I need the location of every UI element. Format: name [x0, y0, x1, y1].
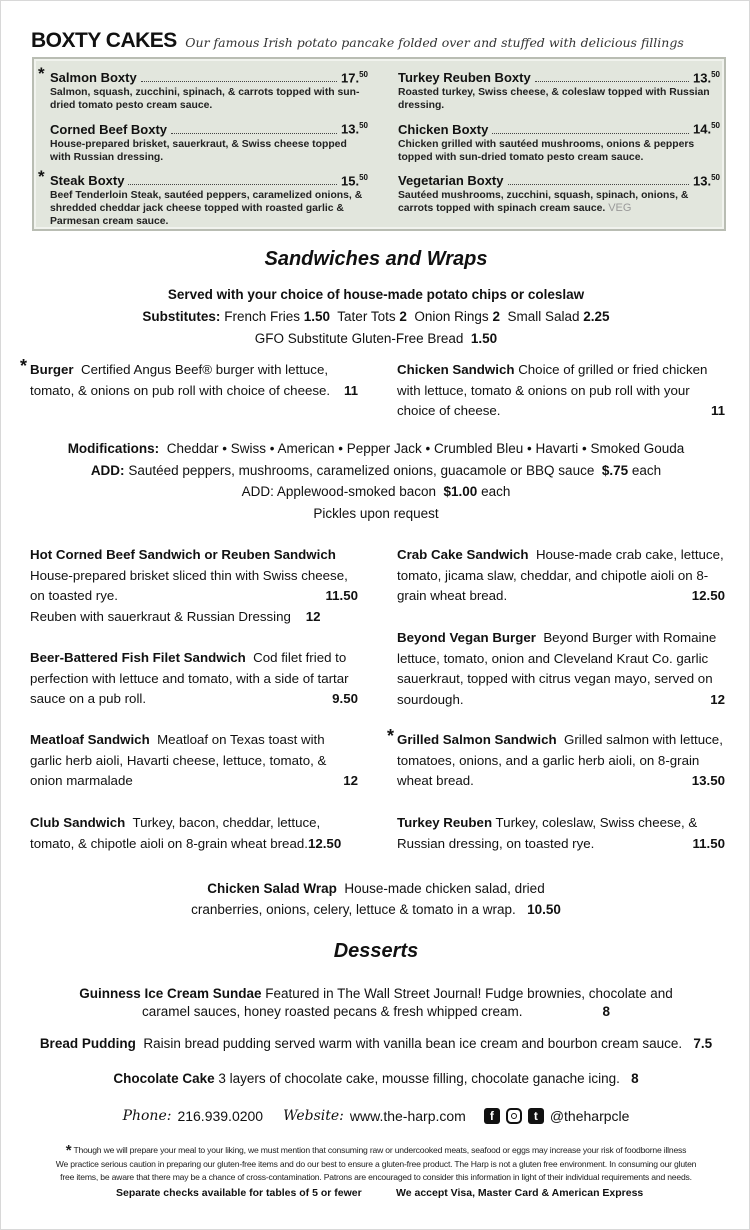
- boxty-item-description: Salmon, squash, zucchini, spinach, & carrots topped with sun-dried tomato pesto cream sauce.: [50, 87, 360, 112]
- boxty-item-name: Chicken Boxty: [398, 121, 489, 137]
- item-name: Bread Pudding: [39, 1036, 136, 1051]
- item-price: 12.50: [307, 835, 342, 851]
- phone-label: Phone:: [122, 1108, 172, 1124]
- boxty-item-price: 15.50: [341, 172, 368, 188]
- boxty-item-name: Turkey Reuben Boxty: [398, 70, 531, 86]
- boxty-item-description: Chicken grilled with sautéed mushrooms, onions & peppers topped with sun-dried tomato pesto cream sauce.: [398, 138, 695, 163]
- phone-number[interactable]: 216.939.0200: [177, 1108, 264, 1124]
- item-price: 12: [710, 691, 725, 707]
- cards-accepted-note: We accept Visa, Master Card & American Express: [396, 1187, 644, 1199]
- leader-dots: [508, 184, 690, 185]
- boxty-item: [398, 67, 720, 112]
- item-price: 10.50: [527, 902, 561, 917]
- item-price: 7.5: [693, 1036, 713, 1051]
- website-label: Website:: [283, 1108, 344, 1124]
- boxty-subtitle: Our famous Irish potato pancake folded over and stuffed with delicious fillings: [185, 35, 684, 50]
- menu-item-corned-beef: [30, 545, 358, 627]
- item-name: Chicken Sandwich: [397, 362, 515, 377]
- item-description: Choice of grilled or fried chicken with lettuce, tomato & onions on pub roll with your choice of cheese.: [397, 362, 708, 418]
- boxty-item-price: 14.50: [693, 121, 720, 137]
- boxty-item-name: Vegetarian Boxty: [398, 172, 504, 188]
- item-name: Grilled Salmon Sandwich: [397, 732, 557, 747]
- contact-line: [1, 1108, 750, 1124]
- boxty-item-price: 13.50: [693, 172, 720, 188]
- item-name: Chocolate Cake: [113, 1071, 215, 1086]
- item-price: 11: [710, 403, 725, 418]
- twitter-icon[interactable]: t: [528, 1108, 544, 1124]
- leader-dots: [141, 81, 337, 82]
- item-name: Burger: [30, 362, 74, 377]
- menu-item-club: [30, 813, 358, 854]
- boxty-item-description: House-prepared brisket, sauerkraut, & Swiss cheese topped with Russian dressing.: [50, 138, 347, 163]
- boxty-column-right: [398, 67, 720, 221]
- item-price: 11.50: [325, 588, 358, 603]
- leader-dots: [128, 184, 337, 185]
- item-description: Meatloaf on Texas toast with garlic herb aioli, Havarti cheese, lettuce, tomato, & onion marmalade: [30, 732, 327, 788]
- item-name: Hot Corned Beef Sandwich or Reuben Sandwich: [30, 547, 336, 562]
- gfo-line: GFO Substitute Gluten-Free Bread 1.50: [254, 331, 498, 346]
- boxty-item: [38, 64, 368, 112]
- menu-item-crab-cake: [397, 545, 725, 607]
- menu-item-grilled-salmon: [387, 726, 725, 792]
- menu-item-burger: [20, 356, 358, 401]
- modifications-block: [1, 438, 750, 524]
- item-name: Crab Cake Sandwich: [397, 547, 529, 562]
- menu-item-turkey-reuben: [397, 813, 725, 854]
- item-name: Turkey Reuben: [397, 815, 493, 830]
- separate-checks-note: Separate checks available for tables of 5 or fewer: [116, 1187, 362, 1199]
- item-price: 8: [631, 1071, 639, 1086]
- boxty-item-name: Steak Boxty: [50, 172, 125, 188]
- boxty-header: [31, 29, 731, 53]
- raw-warning-star: *: [38, 64, 45, 83]
- item-description: House-prepared brisket sliced thin with Swiss cheese, on toasted rye.: [30, 567, 348, 603]
- menu-item-chicken-sandwich: [397, 360, 725, 422]
- fine-print: * Though we will prepare your meal to your liking, we must mention that consuming raw or undercooked meats, seafood or eggs may increase your risk of foodborne illness We practice serious caution in preparing our gluten-free items and do our best to ensure a gluten-free product. The Harp is not a gluten free environment. In consuming our gluten free items, be aware that there may be a chance of cross-contamination. Patrons are encouraged to consider this information in light of their individual requirements and needs.: [55, 1142, 697, 1182]
- pickles-line: Pickles upon request: [313, 505, 439, 521]
- boxty-item: [38, 166, 368, 228]
- raw-warning-star: *: [65, 1142, 72, 1159]
- raw-warning-star: *: [387, 726, 395, 746]
- item-name: Guinness Ice Cream Sundae: [79, 986, 262, 1001]
- dessert-sundae: Guinness Ice Cream Sundae Featured in The Wall Street Journal! Fudge brownies, chocolate and caramel sauces, honey roasted pecans & fresh whipped cream. 8: [79, 986, 673, 1019]
- dessert-chocolate-cake: Chocolate Cake 3 layers of chocolate cake, mousse filling, chocolate ganache icing. 8: [113, 1071, 639, 1086]
- item-name: Club Sandwich: [30, 815, 126, 830]
- item-price: 8: [602, 1004, 610, 1019]
- item-description: Turkey, coleslaw, Swiss cheese, & Russian dressing, on toasted rye.: [397, 815, 698, 851]
- item-price: 11.50: [692, 835, 725, 851]
- item-description: Certified Angus Beef® burger with lettuce, tomato, & onions on pub roll with choice of cheese.: [30, 362, 331, 398]
- boxty-item-price: 13.50: [341, 121, 368, 137]
- boxty-panel: [32, 57, 726, 231]
- leader-dots: [535, 81, 689, 82]
- boxty-item-description: Beef Tenderloin Steak, sautéed peppers, caramelized onions, & shredded cheddar jack cheese topped with roasted garlic & Parmesan cream sauce.: [50, 189, 363, 227]
- menu-item-fish-filet: [30, 648, 358, 710]
- item-extra: Reuben with sauerkraut & Russian Dressing: [30, 608, 291, 624]
- boxty-column-left: [38, 64, 368, 234]
- boxty-item-price: 13.50: [693, 70, 720, 86]
- item-name: Meatloaf Sandwich: [30, 732, 150, 747]
- item-description: Turkey, bacon, cheddar, lettuce, tomato, & chipotle aioli on 8-grain wheat bread.: [30, 815, 321, 851]
- boxty-item-name: Corned Beef Boxty: [50, 121, 168, 137]
- raw-warning-star: *: [38, 166, 45, 186]
- desserts-title: Desserts: [333, 940, 419, 962]
- leader-dots: [171, 133, 337, 134]
- add-ons-line: ADD: Sautéed peppers, mushrooms, caramelized onions, guacamole or BBQ sauce $.75 each: [90, 462, 662, 478]
- boxty-item-name: Salmon Boxty: [50, 70, 137, 86]
- boxty-item: [50, 118, 368, 163]
- social-handle[interactable]: @theharpcle: [549, 1108, 630, 1124]
- item-description: Cod filet fried to perfection with lettuce and tomato, with a side of tartar sauce on a pub roll.: [30, 650, 349, 706]
- leader-dots: [492, 133, 689, 134]
- facebook-icon[interactable]: f: [484, 1108, 500, 1124]
- item-extra-price: 12: [305, 608, 321, 624]
- substitutes-line: Substitutes: French Fries 1.50 Tater Tots 2 Onion Rings 2 Small Salad 2.25: [142, 309, 610, 324]
- item-price: 12: [343, 773, 358, 788]
- item-price: 11: [343, 382, 358, 398]
- boxty-item-description: Roasted turkey, Swiss cheese, & coleslaw topped with Russian dressing.: [398, 87, 710, 112]
- item-description: Grilled salmon with lettuce, tomatoes, onions, and a garlic herb aioli, on 8-grain wheat bread.: [397, 732, 723, 788]
- boxty-item-description: Sautéed mushrooms, zucchini, squash, spinach, onions, & carrots topped with spinach cream sauce. VEG: [398, 189, 689, 214]
- sandwiches-title: Sandwiches and Wraps: [264, 248, 488, 270]
- menu-item-chicken-salad-wrap: Chicken Salad Wrap House-made chicken salad, dried cranberries, onions, celery, lettuce & tomato in a wrap. 10.50: [191, 881, 561, 917]
- boxty-item-price: 17.50: [341, 70, 368, 86]
- menu-item-beyond-burger: [397, 628, 725, 710]
- item-price: 13.50: [691, 773, 725, 788]
- veg-tag: VEG: [608, 201, 632, 214]
- item-name: Beyond Vegan Burger: [397, 630, 536, 645]
- instagram-icon[interactable]: [506, 1108, 522, 1124]
- dessert-bread-pudding: Bread Pudding Raisin bread pudding served warm with vanilla bean ice cream and bourbon cream sauce. 7.5: [39, 1036, 713, 1051]
- raw-warning-star: *: [20, 356, 28, 376]
- item-name: Chicken Salad Wrap: [207, 881, 337, 896]
- item-price: 9.50: [332, 691, 358, 706]
- item-description: Beyond Burger with Romaine lettuce, tomato, onion and Cleveland Kraut Co. garlic sauerkraut, topped with citrus vegan mayo, served on sourdough.: [397, 630, 717, 707]
- item-description: House-made crab cake, lettuce, tomato, jicama slaw, cheddar, and chipotle aioli on 8-grain wheat bread.: [397, 547, 724, 603]
- menu-item-meatloaf: [30, 730, 358, 792]
- item-price: 12.50: [691, 588, 725, 603]
- boxty-item: [398, 170, 720, 215]
- website-link[interactable]: www.the-harp.com: [349, 1108, 466, 1124]
- item-name: Beer-Battered Fish Filet Sandwich: [30, 650, 246, 665]
- boxty-title: BOXTY CAKES: [31, 29, 177, 52]
- bacon-line: ADD: Applewood-smoked bacon $1.00 each: [241, 484, 511, 500]
- boxty-item: [398, 118, 720, 163]
- served-with-note: Served with your choice of house-made potato chips or coleslaw: [167, 287, 585, 302]
- modifications-line: Modifications: Cheddar • Swiss • American • Pepper Jack • Crumbled Bleu • Havarti • Smoked Gouda: [67, 441, 685, 456]
